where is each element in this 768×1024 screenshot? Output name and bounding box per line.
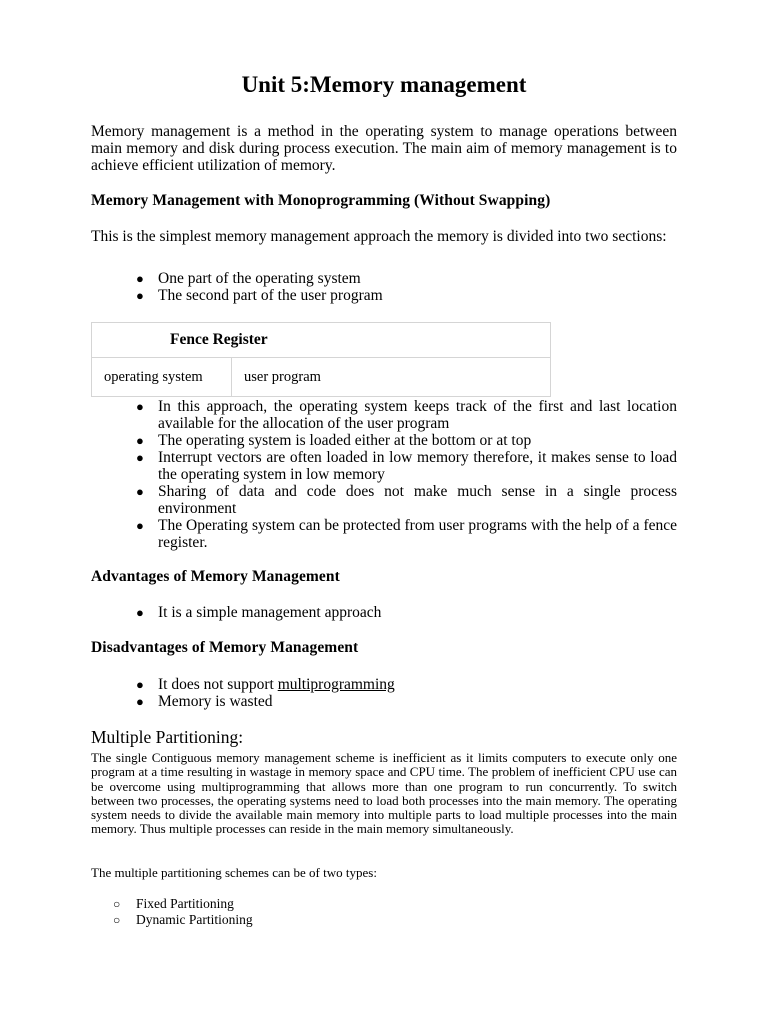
circle-bullet-icon: ○ (113, 897, 121, 911)
bullet-icon: ● (136, 605, 144, 620)
list-item: ● One part of the operating system (136, 270, 361, 287)
table-cell-operating-system: operating system (92, 358, 232, 397)
circle-bullet-icon: ○ (113, 913, 121, 927)
monoprogramming-paragraph: This is the simplest memory management approach the memory is divided into two sections: (91, 228, 667, 245)
multiprogramming-link[interactable]: multiprogramming (277, 676, 395, 693)
partition-types-list (91, 896, 253, 928)
bullet-icon: ● (136, 518, 144, 533)
intro-paragraph: Memory management is a method in the operating system to manage operations between main memory and disk during process execution. The main aim of memory management is to achieve efficient utilization of memory. (91, 123, 677, 174)
table-cell-user-program: user program (232, 358, 551, 397)
partition-types-intro: The multiple partitioning schemes can be of two types: (91, 865, 377, 880)
bullet-icon: ● (136, 288, 144, 303)
bullet-icon: ● (136, 677, 144, 692)
section-heading-monoprogramming: Memory Management with Monoprogramming (Without Swapping) (91, 192, 551, 209)
advantages-list (91, 604, 677, 621)
bullet-icon: ● (136, 433, 144, 448)
disadvantages-heading: Disadvantages of Memory Management (91, 639, 359, 656)
multiple-partitioning-heading: Multiple Partitioning: (91, 727, 244, 747)
bullet-icon: ● (136, 694, 144, 709)
bullet-icon: ● (136, 450, 144, 465)
page-title: Unit 5:Memory management (241, 72, 527, 97)
list-item: ○ Fixed Partitioning (113, 896, 234, 911)
multiple-partitioning-paragraph: The single Contiguous memory management scheme is inefficient as it limits computers to execute only one program at a time resulting in wastage in memory space and CPU time. The problem of inefficient CPU use can be overcome using multiprogramming that allows more than one program to run concurrently. To switch between two processes, the operating systems need to load both processes into the main memory. The operating system needs to divide the available main memory into multiple parts to load multiple processes into the main memory. Thus multiple processes can reside in the main memory simultaneously. (91, 750, 677, 837)
approach-list (91, 398, 677, 551)
list-item: ● It is a simple management approach (136, 604, 382, 621)
bullet-icon: ● (136, 484, 144, 499)
list-item: ● The operating system is loaded either at the bottom or at top (136, 432, 532, 449)
list-item: ● The second part of the user program (136, 287, 383, 304)
bullet-icon: ● (136, 399, 144, 414)
list-item: ● Sharing of data and code does not make much sense in a single process environment (136, 483, 677, 517)
list-item: ● It does not support multiprogramming (136, 676, 395, 693)
disadvantages-list (91, 676, 677, 710)
fence-register-header: Fence Register (92, 323, 551, 358)
list-item: ● In this approach, the operating system keeps track of the first and last location available for the allocation of the user program (136, 398, 677, 432)
advantages-heading: Advantages of Memory Management (91, 568, 340, 585)
list-item: ● The Operating system can be protected from user programs with the help of a fence register. (136, 517, 677, 551)
bullet-icon: ● (136, 271, 144, 286)
list-item: ● Interrupt vectors are often loaded in low memory therefore, it makes sense to load the operating system in low memory (136, 449, 677, 483)
list-item: ● Memory is wasted (136, 693, 273, 710)
list-item: ○ Dynamic Partitioning (113, 912, 253, 927)
sections-list (91, 270, 677, 304)
fence-register-table (91, 322, 551, 397)
